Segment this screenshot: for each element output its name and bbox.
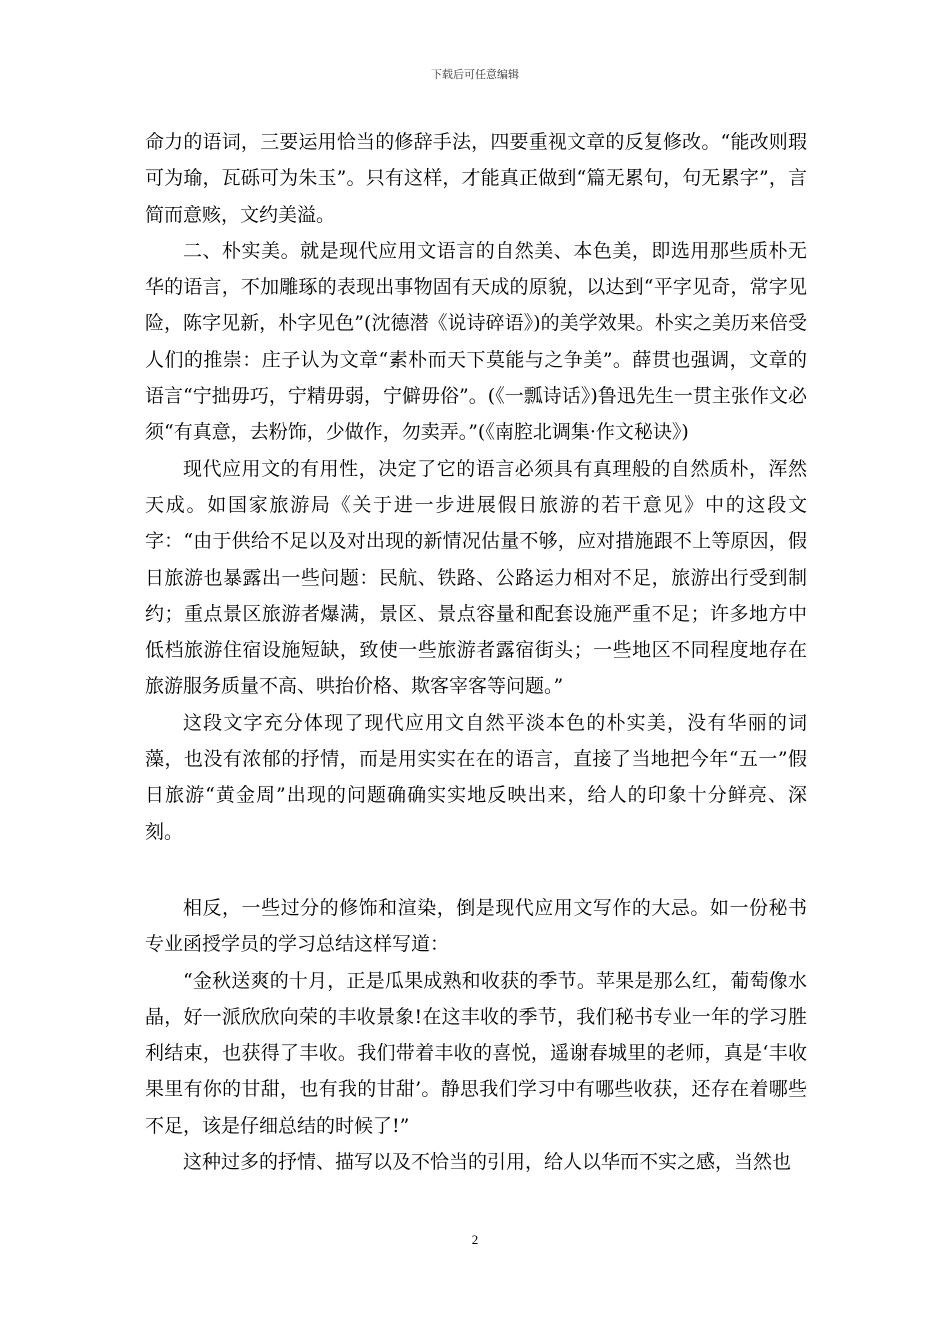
- paragraph-simplicity-beauty: 二、朴实美。就是现代应用文语言的自然美、本色美，即选用那些质朴无华的语言，不加雕琢的表现出事物固有天成的原貌，以达到“平字见奇，常字见险，陈字见新，朴字见色”(沈德潜《说诗碎语》)的美学效果。朴实之美历来倍受人们的推崇：庄子认为文章“素朴而天下莫能与之争美”。薛贯也强调，文章的语言“宁拙毋巧，宁精毋弱，宁僻毋俗”。(《一瓢诗话》)鲁迅先生一贯主张作文必须“有真意，去粉饰，少做作，勿卖弄。”(《南腔北调集·作文秘诀》): [145, 239, 807, 444]
- paragraph-quote-example: “金秋送爽的十月，正是瓜果成熟和收获的季节。苹果是那么红，葡萄像水晶，好一派欣欣向荣的丰收景象!在这丰收的季节，我们秘书专业一年的学习胜利结束，也获得了丰收。我们带着丰收的喜悦，遥谢春城里的老师，真是‘丰收果里有你的甘甜，也有我的甘甜’。静思我们学习中有哪些收获，还存在着哪些不足，该是仔细总结的时候了!”: [145, 969, 807, 1137]
- paragraph-analysis: 这段文字充分体现了现代应用文自然平淡本色的朴实美，没有华丽的词藻，也没有浓郁的抒情，而是用实实在在的语言，直接了当地把今年“五一”假日旅游“黄金周”出现的问题确确实实地反映出来，给人的印象十分鲜亮、深刻。: [145, 711, 807, 843]
- page-header: 下载后可任意编辑: [431, 68, 519, 81]
- paragraph-practicality: 现代应用文的有用性，决定了它的语言必须具有真理般的自然质朴，浑然天成。如国家旅游局《关于进一步进展假日旅游的若干意见》中的这段文字：“由于供给不足以及对出现的新情况估量不够，应对措施跟不上等原因，假日旅游也暴露出一些问题：民航、铁路、公路运力相对不足，旅游出行受到制约；重点景区旅游者爆满，景区、景点容量和配套设施严重不足；许多地方中低档旅游住宿设施短缺，致使一些旅游者露宿街头；一些地区不同程度地存在旅游服务质量不高、哄抬价格、欺客宰客等问题。”: [145, 457, 807, 698]
- paragraph-conclusion: 这种过多的抒情、描写以及不恰当的引用，给人以华而不实之感，当然也: [183, 1151, 792, 1174]
- paragraph-contrast: 相反，一些过分的修饰和渲染，倒是现代应用文写作的大忌。如一份秘书专业函授学员的学习总结这样写道：: [145, 896, 807, 956]
- document-body: [145, 124, 807, 1180]
- page-number: 2: [471, 1232, 479, 1247]
- paragraph-continuation: 命力的语词，三要运用恰当的修辞手法，四要重视文章的反复修改。“能改则瑕可为瑜，瓦砾可为朱玉”。只有这样，才能真正做到“篇无累句，句无累字”，言简而意赅，文约美溢。: [145, 131, 807, 226]
- paragraph-spacer: [145, 850, 807, 890]
